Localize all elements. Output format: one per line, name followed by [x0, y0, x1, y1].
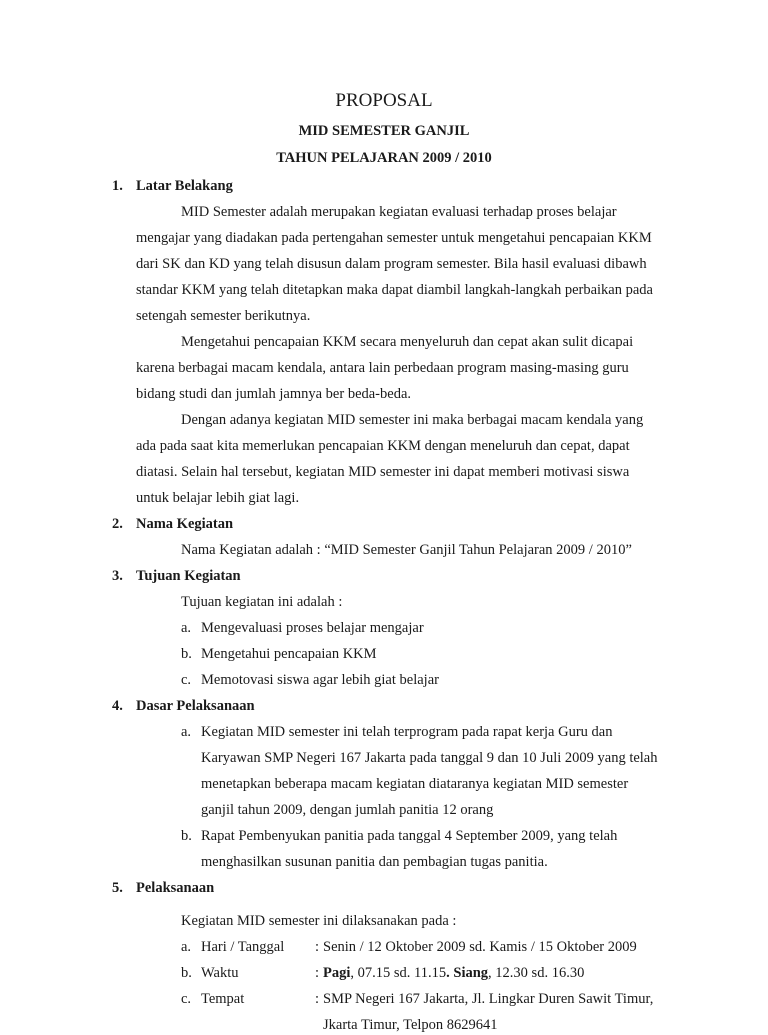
page-title: PROPOSAL	[335, 90, 433, 111]
detail-value-time	[323, 963, 584, 983]
section-intro: Kegiatan MID semester ini dilaksanakan pada :	[181, 913, 457, 929]
paragraph-line: ada pada saat kita memerlukan pencapaian KKM dengan meneluruh dan cepat, dapat	[136, 438, 630, 454]
detail-colon: :	[315, 939, 320, 955]
time-afternoon-range: , 12.30 sd. 16.30	[488, 965, 585, 981]
detail-value-place: SMP Negeri 167 Jakarta, Jl. Lingkar Duren Sawit Timur,	[323, 991, 654, 1007]
section-number: 2.	[112, 516, 123, 532]
page-subtitle-year: TAHUN PELAJARAN 2009 / 2010	[276, 150, 492, 166]
section-heading-nama-kegiatan: Nama Kegiatan	[136, 516, 234, 532]
detail-colon: :	[315, 965, 320, 981]
paragraph-line: MID Semester adalah merupakan kegiatan evaluasi terhadap proses belajar	[181, 204, 617, 220]
detail-label-place: Tempat	[201, 991, 245, 1007]
list-item-line: Karyawan SMP Negeri 167 Jakarta pada tanggal 9 dan 10 Juli 2009 yang telah	[201, 750, 658, 766]
list-marker: a.	[181, 620, 192, 636]
paragraph-line: karena berbagai macam kendala, antara lain perbedaan program masing-masing guru	[136, 360, 629, 376]
paragraph-line: Dengan adanya kegiatan MID semester ini maka berbagai macam kendala yang	[181, 412, 644, 428]
time-morning-range: , 07.15 sd. 11.15	[350, 965, 447, 981]
list-marker: c.	[181, 672, 192, 688]
section-number: 4.	[112, 698, 123, 714]
detail-colon: :	[315, 991, 320, 1007]
paragraph-line: dari SK dan KD yang telah disusun dalam program semester. Bila hasil evaluasi dibawh	[136, 256, 647, 272]
paragraph-line: diatasi. Selain hal tersebut, kegiatan MID semester ini dapat memberi motivasi siswa	[136, 464, 630, 480]
page-subtitle: MID SEMESTER GANJIL	[298, 123, 470, 139]
paragraph-line: standar KKM yang telah ditetapkan maka dapat diambil langkah-langkah perbaikan pada	[136, 282, 653, 298]
list-item: Memotovasi siswa agar lebih giat belajar	[201, 672, 439, 688]
list-marker: c.	[181, 991, 192, 1007]
time-morning: Pagi	[323, 965, 351, 981]
section-heading-tujuan-kegiatan: Tujuan Kegiatan	[136, 568, 241, 584]
section-number: 3.	[112, 568, 123, 584]
list-item: Mengetahui pencapaian KKM	[201, 646, 377, 662]
detail-value-place-cont: Jkarta Timur, Telpon 8629641	[323, 1017, 498, 1033]
paragraph-line: bidang studi dan jumlah jamnya ber beda-beda.	[136, 386, 412, 402]
detail-value-date: Senin / 12 Oktober 2009 sd. Kamis / 15 Oktober 2009	[323, 939, 637, 955]
list-marker: a.	[181, 939, 192, 955]
paragraph-line: Mengetahui pencapaian KKM secara menyeluruh dan cepat akan sulit dicapai	[181, 334, 634, 350]
activity-name-text: Nama Kegiatan adalah : “MID Semester Ganjil Tahun Pelajaran 2009 / 2010”	[181, 542, 632, 558]
section-heading-pelaksanaan: Pelaksanaan	[136, 880, 215, 896]
list-item-line: Kegiatan MID semester ini telah terprogram pada rapat kerja Guru dan	[201, 724, 613, 740]
section-intro: Tujuan kegiatan ini adalah :	[181, 594, 343, 610]
list-item-line: menetapkan beberapa macam kegiatan diataranya kegiatan MID semester	[201, 776, 629, 792]
list-item: Mengevaluasi proses belajar mengajar	[201, 620, 424, 636]
list-item-line: ganjil tahun 2009, dengan jumlah panitia 12 orang	[201, 802, 494, 818]
list-item-line: Rapat Pembenyukan panitia pada tanggal 4 September 2009, yang telah	[201, 828, 618, 844]
detail-label-time: Waktu	[201, 965, 239, 981]
section-heading-dasar-pelaksanaan: Dasar Pelaksanaan	[136, 698, 255, 714]
paragraph-line: untuk belajar lebih giat lagi.	[136, 490, 300, 506]
list-marker: b.	[181, 646, 192, 662]
section-number: 1.	[112, 178, 123, 194]
list-marker: a.	[181, 724, 192, 740]
section-heading-latar-belakang: Latar Belakang	[136, 178, 233, 194]
list-marker: b.	[181, 828, 192, 844]
paragraph-line: mengajar yang diadakan pada pertengahan semester untuk mengetahui pencapaian KKM	[136, 230, 652, 246]
section-number: 5.	[112, 880, 123, 896]
detail-label-date: Hari / Tanggal	[201, 939, 285, 955]
list-item-line: menghasilkan susunan panitia dan pembagian tugas panitia.	[201, 854, 548, 870]
time-afternoon: . Siang	[446, 965, 489, 981]
list-marker: b.	[181, 965, 192, 981]
paragraph-line: setengah semester berikutnya.	[136, 308, 311, 324]
